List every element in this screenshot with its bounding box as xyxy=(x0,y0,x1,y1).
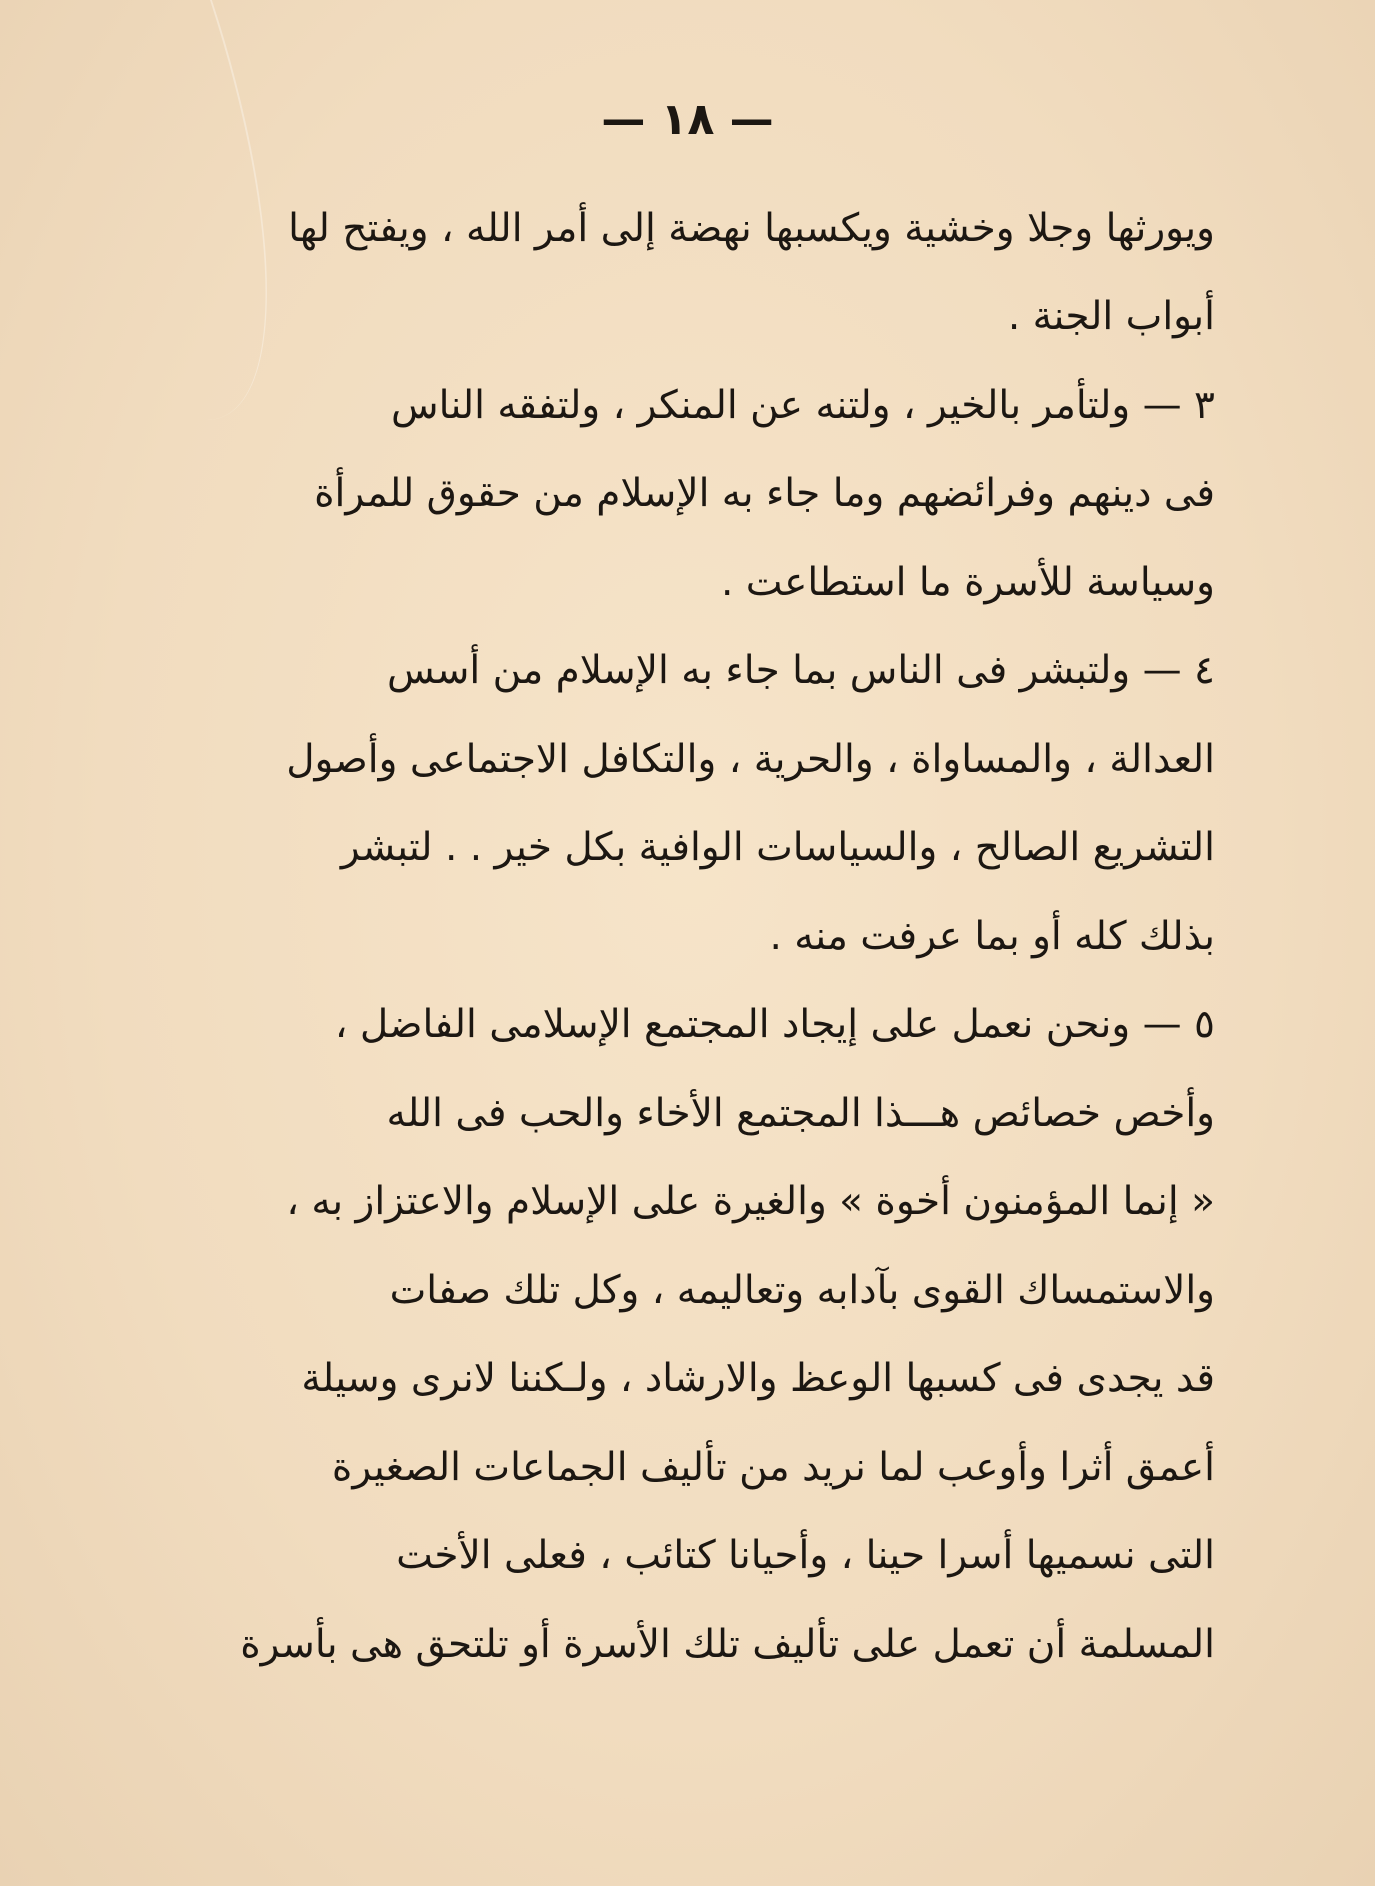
paragraph xyxy=(195,375,1215,641)
text-line: ٥ — ونحن نعمل على إيجاد المجتمع الإسلامى الفاضل ، xyxy=(334,1002,1215,1047)
paragraph xyxy=(195,640,1215,994)
text-line: التشريع الصالح ، والسياسات الوافية بكل خير . . لتبشر xyxy=(340,825,1215,870)
paragraph xyxy=(195,198,1215,375)
page-number: — ١٨ — xyxy=(601,94,774,145)
text-line: التى نسميها أسرا حينا ، وأحيانا كتائب ، فعلى الأخت xyxy=(396,1533,1215,1578)
text-line: ٤ — ولتبشر فى الناس بما جاء به الإسلام من أسس xyxy=(387,648,1215,693)
text-line: بذلك كله أو بما عرفت منه . xyxy=(769,913,1215,959)
text-line: ويورثها وجلا وخشية ويكسبها نهضة إلى أمر الله ، ويفتح لها xyxy=(288,206,1215,251)
text-line: « إنما المؤمنون أخوة » والغيرة على الإسلام والاعتزاز به ، xyxy=(286,1179,1215,1224)
paragraph xyxy=(195,994,1215,1702)
text-line: العدالة ، والمساواة ، والحرية ، والتكافل الاجتماعى وأصول xyxy=(286,736,1215,782)
text-line: فى دينهم وفرائضهم وما جاء به الإسلام من حقوق للمرأة xyxy=(314,471,1215,516)
text-line: المسلمة أن تعمل على تأليف تلك الأسرة أو تلتحق هى بأسرة xyxy=(240,1621,1215,1667)
text-line: والاستمساك القوى بآدابه وتعاليمه ، وكل تلك صفات xyxy=(389,1267,1215,1313)
text-line: وسياسة للأسرة ما استطاعت . xyxy=(720,559,1215,605)
body-text xyxy=(195,198,1215,1702)
text-line: أبواب الجنة . xyxy=(1007,294,1215,339)
text-line: أعمق أثرا وأوعب لما نريد من تأليف الجماعات الصغيرة xyxy=(331,1444,1215,1490)
text-line: ٣ — ولتأمر بالخير ، ولتنه عن المنكر ، ولتفقه الناس xyxy=(391,382,1215,428)
text-line: قد يجدى فى كسبها الوعظ والارشاد ، ولـكننا لانرى وسيلة xyxy=(301,1356,1215,1401)
text-line: وأخص خصائص هـــذا المجتمع الأخاء والحب فى الله xyxy=(386,1090,1215,1136)
